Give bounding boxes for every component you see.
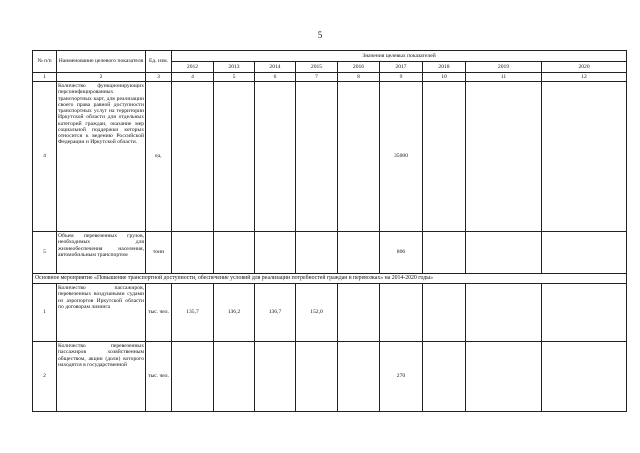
table-row <box>33 82 627 232</box>
value-cell <box>338 82 380 232</box>
value-cell <box>214 232 255 274</box>
unit: тыс. чел. <box>146 284 172 342</box>
indicator-name: Количество перевезенных пассажиров хозяйственным обществом, акции (доли) которого находятся в государственной <box>57 342 146 412</box>
value-cell: 135,7 <box>172 284 214 342</box>
value-cell <box>255 82 296 232</box>
value-cell <box>338 232 380 274</box>
value-cell <box>423 284 466 342</box>
column-number: 7 <box>296 73 338 82</box>
column-number: 11 <box>466 73 542 82</box>
year-header: 2014 <box>255 62 296 73</box>
column-number: 6 <box>255 73 296 82</box>
header-name: Наименование целевого показателя <box>57 51 146 73</box>
unit: тонн <box>146 232 172 274</box>
value-cell <box>423 82 466 232</box>
value-cell <box>296 342 338 412</box>
column-number: 9 <box>380 73 423 82</box>
value-cell <box>338 342 380 412</box>
column-number: 5 <box>214 73 255 82</box>
value-cell <box>172 232 214 274</box>
value-cell <box>542 342 627 412</box>
value-cell: 270 <box>380 342 423 412</box>
value-cell <box>466 342 542 412</box>
section-banner: Основное мероприятие «Повышение транспортной доступности, обеспечение условий для реализации потребностей граждан в перевозках» на 2014-2020 годы» <box>33 274 627 284</box>
indicator-name: Объем перевезенных грузов, необходимых для жизнеобеспечения населения, автомобильным транспортом <box>57 232 146 274</box>
value-cell <box>542 232 627 274</box>
indicator-name: Количество функционирующих персонифицированных транспортных карт, для реализации своего права равной доступности транспортных услуг на территории Иркутской области для отдельных категорий граждан, оказание мер социальной поддержки которых относится к ведению Российской Федерации и Иркутской области. <box>57 82 146 232</box>
value-cell: 806 <box>380 232 423 274</box>
value-cell: 136,7 <box>255 284 296 342</box>
table-row <box>33 342 627 412</box>
column-number: 8 <box>338 73 380 82</box>
year-header: 2019 <box>466 62 542 73</box>
year-header: 2017 <box>380 62 423 73</box>
value-cell <box>542 284 627 342</box>
table-row <box>33 284 627 342</box>
value-cell <box>542 82 627 232</box>
value-cell <box>423 342 466 412</box>
row-number: 2 <box>33 342 57 412</box>
indicators-table <box>32 50 627 412</box>
value-cell <box>466 82 542 232</box>
value-cell <box>338 284 380 342</box>
unit: тыс. чел. <box>146 342 172 412</box>
value-cell <box>214 82 255 232</box>
year-header: 2015 <box>296 62 338 73</box>
value-cell <box>296 82 338 232</box>
column-number: 3 <box>146 73 172 82</box>
column-number: 12 <box>542 73 627 82</box>
value-cell <box>255 232 296 274</box>
row-number: 5 <box>33 232 57 274</box>
header-no: № п/п <box>33 51 57 73</box>
value-cell: 35000 <box>380 82 423 232</box>
indicator-name: Количество пассажиров, перевезенных воздушными судами из аэропортов Иркутской области по договорам лизинга <box>57 284 146 342</box>
column-number: 4 <box>172 73 214 82</box>
row-number: 4 <box>33 82 57 232</box>
value-cell <box>296 232 338 274</box>
year-header: 2012 <box>172 62 214 73</box>
header-values: Значения целевых показателей <box>172 51 627 62</box>
value-cell <box>423 232 466 274</box>
value-cell <box>172 82 214 232</box>
value-cell <box>380 284 423 342</box>
year-header: 2016 <box>338 62 380 73</box>
unit: ед. <box>146 82 172 232</box>
year-header: 2020 <box>542 62 627 73</box>
value-cell <box>466 284 542 342</box>
row-number: 1 <box>33 284 57 342</box>
value-cell: 152,0 <box>296 284 338 342</box>
value-cell <box>172 342 214 412</box>
year-header: 2018 <box>423 62 466 73</box>
value-cell <box>214 342 255 412</box>
year-header: 2013 <box>214 62 255 73</box>
value-cell: 136,2 <box>214 284 255 342</box>
column-number: 2 <box>57 73 146 82</box>
table-row <box>33 232 627 274</box>
banner-row <box>33 274 627 284</box>
header-unit: Ед. изм. <box>146 51 172 73</box>
column-number: 1 <box>33 73 57 82</box>
value-cell <box>255 342 296 412</box>
page-number: 5 <box>317 30 323 40</box>
column-number: 10 <box>423 73 466 82</box>
value-cell <box>466 232 542 274</box>
